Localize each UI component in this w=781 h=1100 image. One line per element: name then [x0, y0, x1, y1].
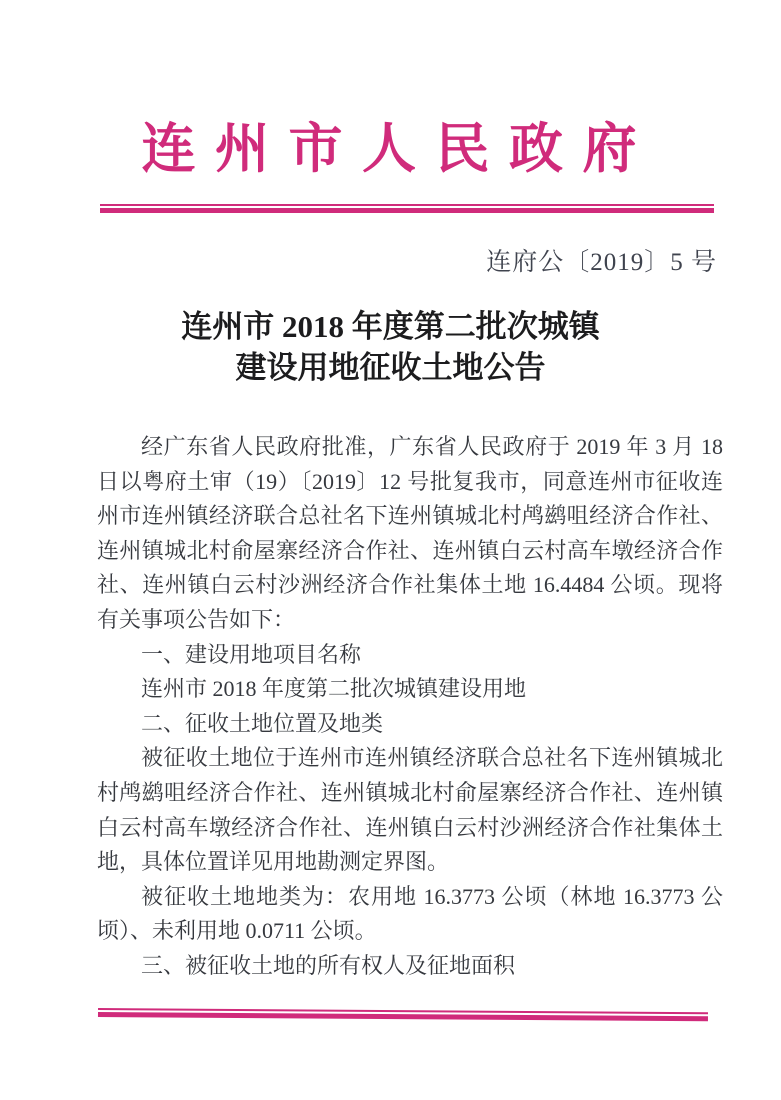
masthead-divider-rule: [100, 204, 714, 213]
notice-title-line-1: 连州市 2018 年度第二批次城镇: [181, 309, 600, 344]
document-reference-number: 连府公〔2019〕5 号: [486, 249, 717, 276]
notice-body: [97, 430, 723, 984]
government-agency-masthead: 连 州 市 人 民 政 府: [141, 119, 640, 179]
body-heading-section-1: 一、建设用地项目名称: [141, 641, 362, 667]
notice-title-line-2: 建设用地征收土地公告: [235, 350, 546, 385]
body-heading-section-3: 三、被征收土地的所有权人及征地面积: [141, 952, 516, 978]
body-paragraph-approval: 经广东省人民政府批准，广东省人民政府于 2019 年 3 月 18 日以粤府土审（19）〔2019〕12 号批复我市，同意连州市征收连州市连州镇经济联合总社名下连州镇城北村鸬鹚咀经济合作社、连州镇城北村俞屋寨经济合作社、连州镇白云村高车墩经济合作社、连州镇白云村沙洲经济合作社集体土地 16.4484 公顷。现将有关事项公告如下：: [97, 434, 723, 632]
body-paragraph-land-location: 被征收土地位于连州市连州镇经济联合总社名下连州镇城北村鸬鹚咀经济合作社、连州镇城北村俞屋寨经济合作社、连州镇白云村高车墩经济合作社、连州镇白云村沙洲经济合作社集体土地，具体位置详见用地勘测定界图。: [97, 745, 723, 875]
notice-title: [0, 306, 781, 388]
masthead-divider-thick-line: [100, 208, 714, 213]
body-paragraph-land-categories: 被征收土地地类为：农用地 16.3773 公顷（林地 16.3773 公顷）、未利用地 0.0711 公顷。: [97, 883, 723, 944]
page-footer-rule: [98, 1008, 708, 1021]
body-heading-section-2: 二、征收土地位置及地类: [141, 710, 384, 736]
body-paragraph-project-name: 连州市 2018 年度第二批次城镇建设用地: [141, 676, 527, 702]
